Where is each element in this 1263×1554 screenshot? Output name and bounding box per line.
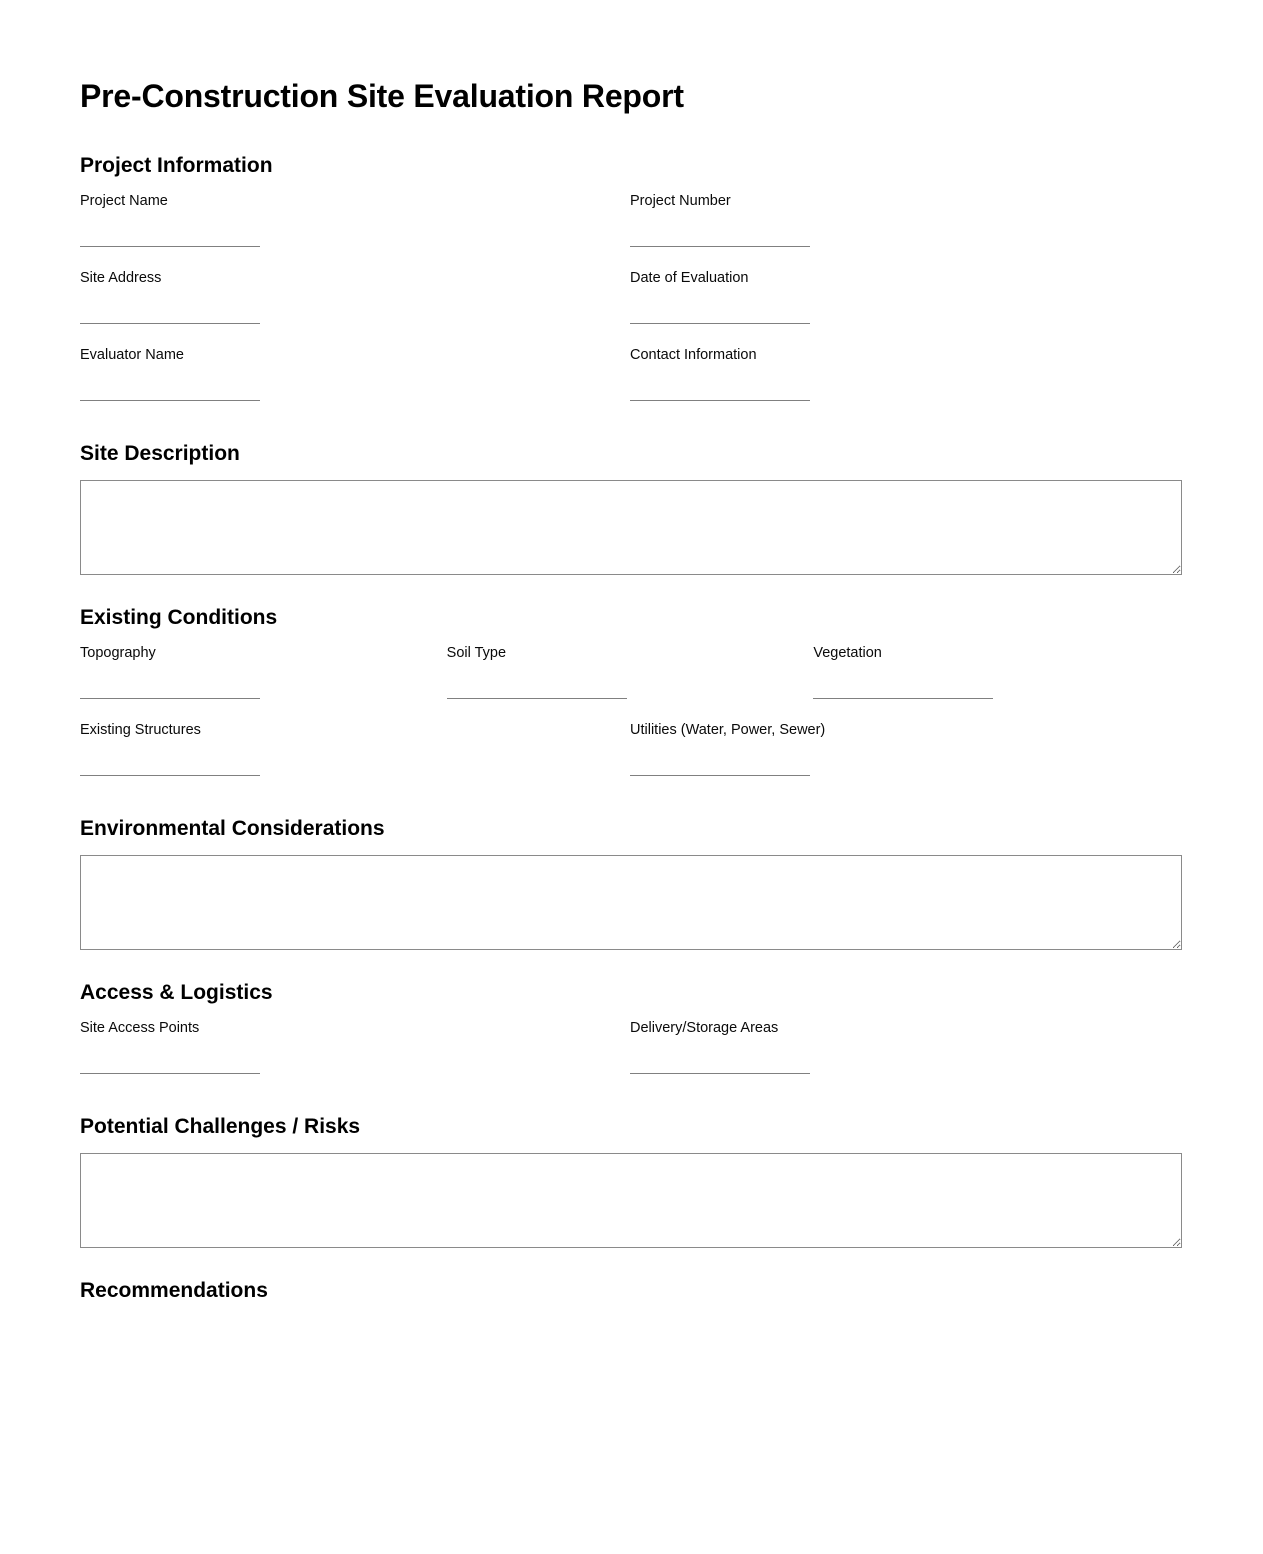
- input-soil-type[interactable]: [447, 683, 627, 699]
- field-utilities: [630, 721, 1180, 776]
- section-potential-challenges: [80, 1114, 1183, 1248]
- label-vegetation: Vegetation: [813, 644, 882, 661]
- field-evaluator-name: [80, 346, 630, 401]
- section-site-description: [80, 441, 1183, 575]
- field-vegetation: [813, 644, 1180, 699]
- input-delivery-storage-areas[interactable]: [630, 1058, 810, 1074]
- input-utilities[interactable]: [630, 760, 810, 776]
- label-utilities: Utilities (Water, Power, Sewer): [630, 721, 826, 738]
- field-project-number: [630, 192, 1180, 247]
- field-site-address: [80, 269, 630, 324]
- label-site-address: Site Address: [80, 269, 162, 286]
- field-date-of-evaluation: [630, 269, 1180, 324]
- textarea-site-description[interactable]: [80, 480, 1182, 575]
- input-vegetation[interactable]: [813, 683, 993, 699]
- input-contact-information[interactable]: [630, 385, 810, 401]
- input-topography[interactable]: [80, 683, 260, 699]
- label-contact-information: Contact Information: [630, 346, 757, 363]
- field-existing-structures: [80, 721, 630, 776]
- label-site-access-points: Site Access Points: [80, 1019, 200, 1036]
- section-existing-conditions: [80, 605, 1183, 798]
- label-evaluator-name: Evaluator Name: [80, 346, 184, 363]
- site-description-textarea-wrap: [80, 480, 1182, 575]
- input-site-access-points[interactable]: [80, 1058, 260, 1074]
- input-evaluator-name[interactable]: [80, 385, 260, 401]
- section-heading-recommendations: Recommendations: [80, 1278, 268, 1300]
- section-environmental-considerations: [80, 816, 1183, 950]
- field-contact-information: [630, 346, 1180, 401]
- access-logistics-field-grid: [80, 1019, 1180, 1096]
- section-heading-environmental-considerations: Environmental Considerations: [80, 816, 385, 840]
- existing-conditions-row-two: [80, 721, 1180, 798]
- input-date-of-evaluation[interactable]: [630, 308, 810, 324]
- section-heading-project-information: Project Information: [80, 153, 273, 177]
- section-heading-site-description: Site Description: [80, 441, 240, 465]
- input-project-name[interactable]: [80, 231, 260, 247]
- input-site-address[interactable]: [80, 308, 260, 324]
- page-title: Pre-Construction Site Evaluation Report: [80, 78, 684, 114]
- section-project-information: [80, 153, 1183, 423]
- field-topography: [80, 644, 447, 699]
- section-recommendations: [80, 1278, 1183, 1300]
- input-existing-structures[interactable]: [80, 760, 260, 776]
- section-heading-access-logistics: Access & Logistics: [80, 980, 273, 1004]
- existing-conditions-row-one: [80, 644, 1180, 721]
- label-project-number: Project Number: [630, 192, 731, 209]
- label-existing-structures: Existing Structures: [80, 721, 201, 738]
- environmental-considerations-textarea-wrap: [80, 855, 1182, 950]
- section-heading-potential-challenges: Potential Challenges / Risks: [80, 1114, 361, 1138]
- field-delivery-storage-areas: [630, 1019, 1180, 1074]
- section-access-logistics: [80, 980, 1183, 1096]
- textarea-environmental-considerations[interactable]: [80, 855, 1182, 950]
- section-heading-existing-conditions: Existing Conditions: [80, 605, 278, 629]
- field-project-name: [80, 192, 630, 247]
- label-topography: Topography: [80, 644, 156, 661]
- label-date-of-evaluation: Date of Evaluation: [630, 269, 749, 286]
- textarea-potential-challenges[interactable]: [80, 1153, 1182, 1248]
- field-site-access-points: [80, 1019, 630, 1074]
- label-delivery-storage-areas: Delivery/Storage Areas: [630, 1019, 779, 1036]
- label-soil-type: Soil Type: [446, 644, 507, 661]
- field-soil-type: [447, 644, 814, 699]
- label-project-name: Project Name: [80, 192, 168, 209]
- input-project-number[interactable]: [630, 231, 810, 247]
- potential-challenges-textarea-wrap: [80, 1153, 1182, 1248]
- project-information-field-grid: [80, 192, 1180, 423]
